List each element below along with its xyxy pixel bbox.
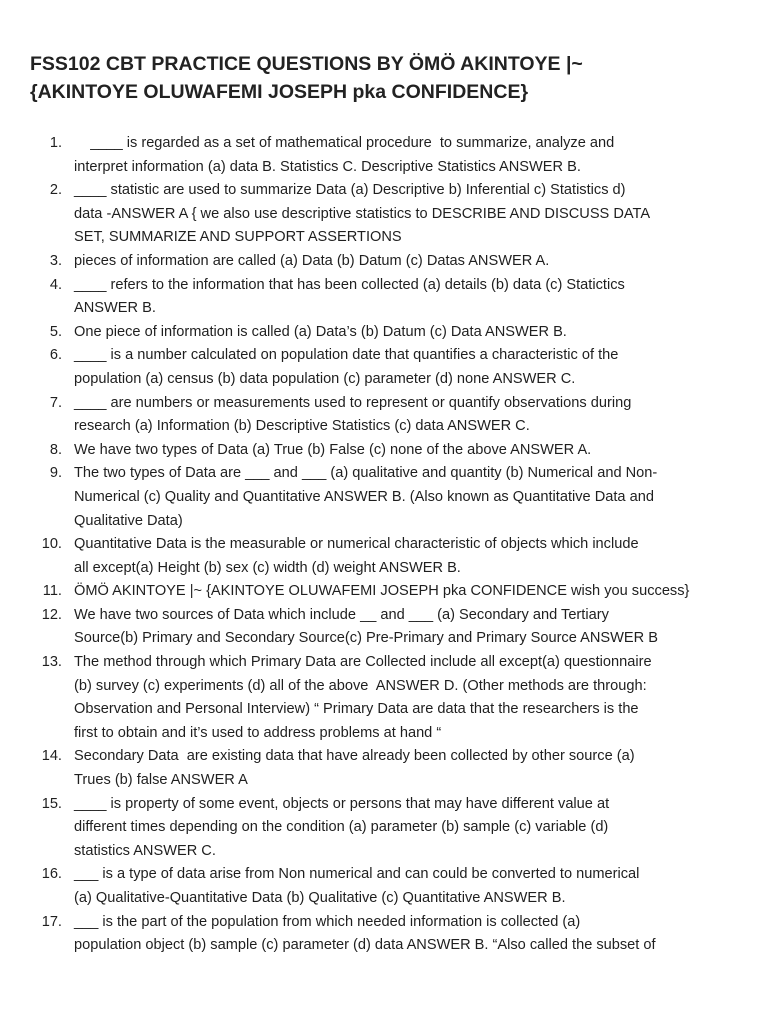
question-number: 5. bbox=[49, 323, 62, 340]
question-number: 9. bbox=[49, 465, 62, 482]
question-item bbox=[0, 580, 768, 604]
question-text-line: Quantitative Data is the measurable or numerical characteristic of objects which include bbox=[74, 536, 639, 553]
question-text-line: Numerical (c) Quality and Quantitative ANSWER B. (Also known as Quantitative Data and bbox=[74, 488, 654, 505]
question-text-line: Trues (b) false ANSWER A bbox=[74, 772, 248, 789]
question-number: 4. bbox=[49, 276, 62, 293]
question-text-line: (b) survey (c) experiments (d) all of the above ANSWER D. (Other methods are through: bbox=[74, 677, 647, 694]
question-text-line: ÖMÖ AKINTOYE |~ {AKINTOYE OLUWAFEMI JOSEPH pka CONFIDENCE wish you success} bbox=[74, 583, 690, 600]
question-text-line: Qualitative Data) bbox=[74, 512, 183, 529]
question-text-line: Secondary Data are existing data that have already been collected by other source (a) bbox=[74, 748, 635, 765]
question-text-line: ____ is regarded as a set of mathematical procedure to summarize, analyze and bbox=[74, 135, 615, 151]
question-text-line: The method through which Primary Data are Collected include all except(a) questionnaire bbox=[74, 654, 652, 671]
question-item bbox=[0, 250, 768, 274]
question-item bbox=[0, 439, 768, 463]
question-number: 7. bbox=[49, 394, 62, 411]
question-text-line: interpret information (a) data B. Statistics C. Descriptive Statistics ANSWER B. bbox=[74, 158, 581, 175]
question-text-line: all except(a) Height (b) sex (c) width (d) weight ANSWER B. bbox=[74, 559, 461, 576]
question-text-line: statistics ANSWER C. bbox=[74, 842, 216, 859]
question-item bbox=[0, 793, 768, 864]
question-text-line: Source(b) Primary and Secondary Source(c) Pre-Primary and Primary Source ANSWER B bbox=[74, 630, 658, 647]
question-number: 11. bbox=[42, 583, 62, 600]
question-number: 14. bbox=[41, 748, 62, 765]
question-text-line: population (a) census (b) data population (c) parameter (d) none ANSWER C. bbox=[74, 370, 576, 387]
question-text-line: pieces of information are called (a) Data (b) Datum (c) Datas ANSWER A. bbox=[74, 252, 550, 269]
question-number: 12. bbox=[41, 606, 62, 623]
question-text-line: We have two types of Data (a) True (b) False (c) none of the above ANSWER A. bbox=[74, 441, 592, 458]
question-text-line: The two types of Data are ___ and ___ (a) qualitative and quantity (b) Numerical and Non- bbox=[74, 465, 658, 482]
question-item bbox=[0, 321, 768, 345]
question-text-line: population object (b) sample (c) parameter (d) data ANSWER B. “Also called the subset of bbox=[74, 937, 656, 954]
question-number: 15. bbox=[41, 795, 62, 812]
question-text-line: data -ANSWER A { we also use descriptive statistics to DESCRIBE AND DISCUSS DATA bbox=[74, 205, 651, 222]
question-item bbox=[0, 344, 768, 391]
question-item bbox=[0, 651, 768, 745]
question-number: 16. bbox=[41, 866, 62, 883]
question-text-line: (a) Qualitative-Quantitative Data (b) Qualitative (c) Quantitative ANSWER B. bbox=[74, 890, 566, 906]
question-item bbox=[0, 392, 768, 439]
question-list bbox=[0, 132, 768, 958]
question-item bbox=[0, 604, 768, 651]
question-item bbox=[0, 462, 768, 533]
question-text-line: ___ is the part of the population from which needed information is collected (a) bbox=[74, 913, 581, 930]
question-text-line: SET, SUMMARIZE AND SUPPORT ASSERTIONS bbox=[74, 229, 402, 246]
question-text-line: research (a) Information (b) Descriptive Statistics (c) data ANSWER C. bbox=[74, 418, 530, 435]
question-text-line: We have two sources of Data which include __ and ___ (a) Secondary and Tertiary bbox=[74, 606, 609, 623]
question-text-line: Observation and Personal Interview) “ Primary Data are data that the researchers is the bbox=[74, 701, 639, 718]
question-number: 2. bbox=[49, 182, 62, 199]
question-number: 1. bbox=[49, 135, 62, 151]
question-item bbox=[0, 911, 768, 958]
question-number: 17. bbox=[41, 913, 62, 930]
question-text-line: One piece of information is called (a) Data’s (b) Datum (c) Data ANSWER B. bbox=[74, 323, 567, 340]
question-text-line: ____ refers to the information that has been collected (a) details (b) data (c) Statictics bbox=[74, 276, 625, 293]
question-number: 8. bbox=[49, 441, 62, 458]
question-text-line: ____ are numbers or measurements used to represent or quantify observations during bbox=[74, 394, 632, 411]
question-text-line: ____ is property of some event, objects or persons that may have different value at bbox=[74, 795, 610, 812]
question-item bbox=[0, 274, 768, 321]
question-item bbox=[0, 745, 768, 792]
question-item bbox=[0, 132, 768, 179]
question-text-line: ___ is a type of data arise from Non numerical and can could be converted to numerical bbox=[74, 866, 640, 883]
question-number: 3. bbox=[49, 252, 62, 269]
question-item bbox=[0, 863, 768, 910]
question-text-line: different times depending on the condition (a) parameter (b) sample (c) variable (d) bbox=[74, 819, 609, 836]
question-number: 10. bbox=[41, 536, 62, 553]
question-text-line: ANSWER B. bbox=[74, 300, 156, 317]
question-number: 13. bbox=[41, 654, 62, 671]
question-text-line: ____ statistic are used to summarize Data (a) Descriptive b) Inferential c) Statistics d) bbox=[74, 182, 626, 199]
question-text-line: ____ is a number calculated on population date that quantifies a characteristic of the bbox=[74, 347, 619, 364]
question-item bbox=[0, 179, 768, 250]
question-item bbox=[0, 533, 768, 580]
document-title: FSS102 CBT PRACTICE QUESTIONS BY ÖMÖ AKINTOYE |~ {AKINTOYE OLUWAFEMI JOSEPH pka CONFIDENCE} bbox=[30, 53, 583, 103]
question-number: 6. bbox=[49, 347, 62, 364]
question-text-line: first to obtain and it’s used to address problems at hand “ bbox=[74, 724, 442, 741]
